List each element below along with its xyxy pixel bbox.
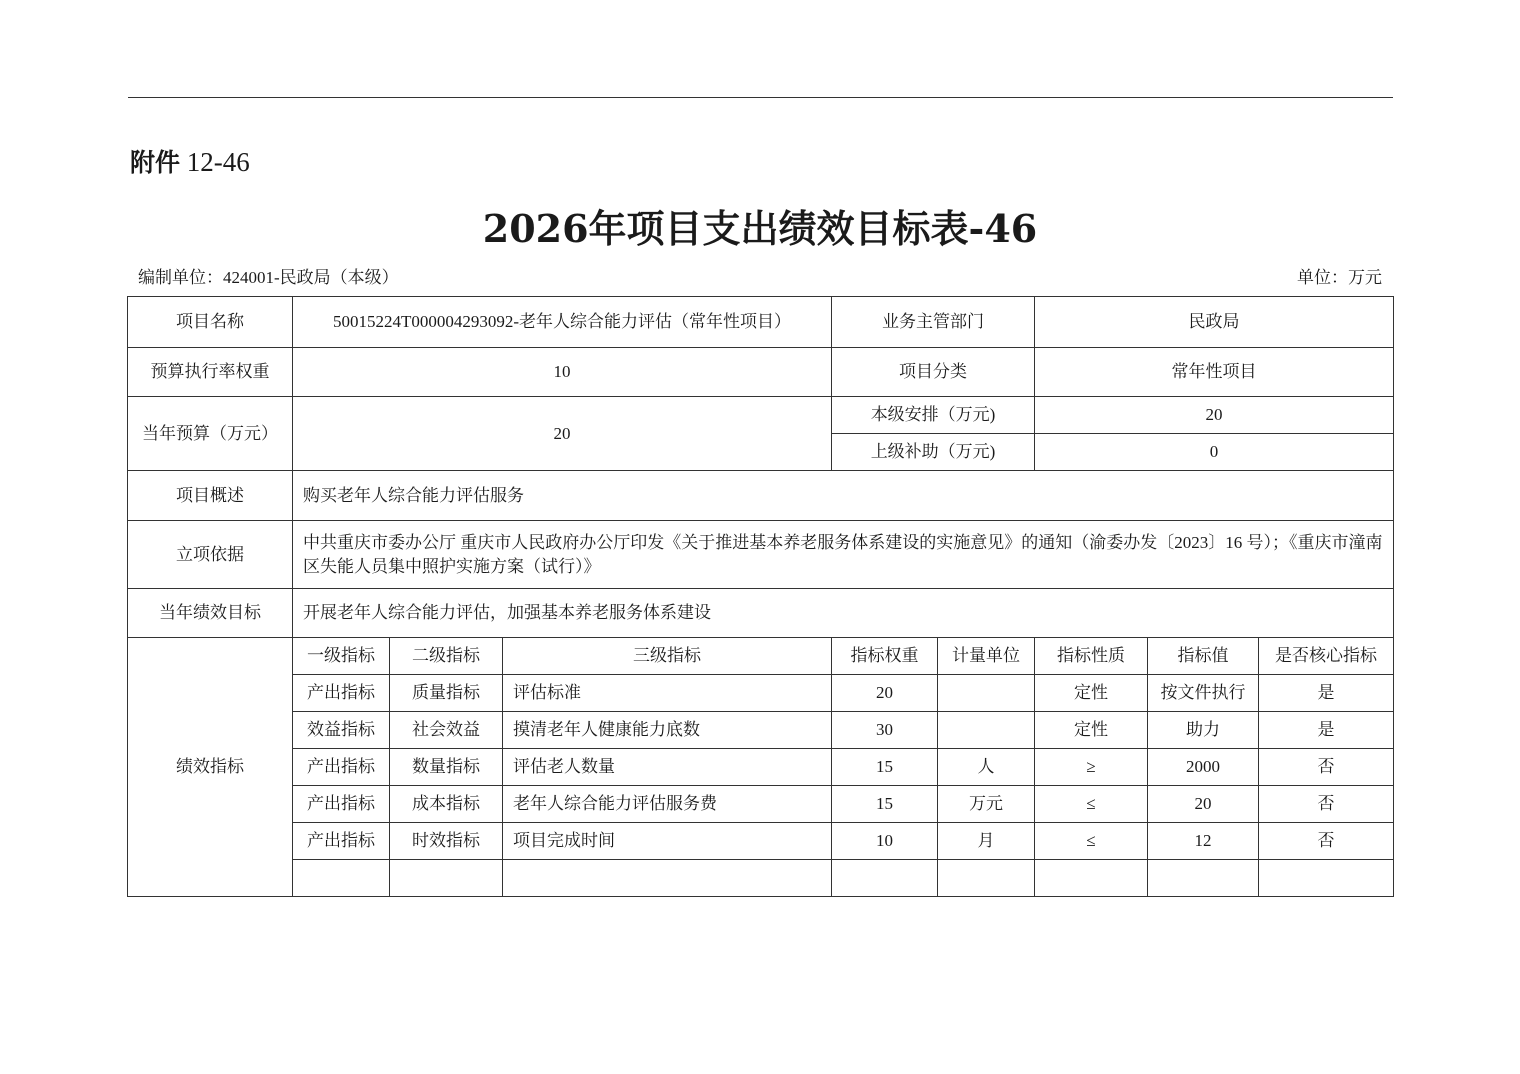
indicator-value [1148,860,1259,897]
local-allocation-value: 20 [1035,397,1394,434]
indicator-core: 是 [1259,712,1394,749]
attachment-number [130,144,250,181]
indicator-weight: 15 [832,749,938,786]
indicator-nature: ≤ [1035,786,1148,823]
project-summary-value: 购买老年人综合能力评估服务 [293,471,1394,521]
indicator-weight: 10 [832,823,938,860]
indicator-row-empty [128,860,1394,897]
compiling-unit: 编制单位：424001-民政局（本级） [138,268,399,287]
indicator-level2: 社会效益 [390,712,503,749]
header-weight: 指标权重 [832,638,938,675]
header-value: 指标值 [1148,638,1259,675]
project-category-label: 项目分类 [832,348,1035,397]
indicator-level3 [503,860,832,897]
indicator-weight: 15 [832,786,938,823]
indicator-row [128,823,1394,860]
table-row [128,397,1394,434]
indicator-row [128,712,1394,749]
table-row [128,471,1394,521]
indicator-unit: 万元 [938,786,1035,823]
header-core: 是否核心指标 [1259,638,1394,675]
indicator-unit: 月 [938,823,1035,860]
indicator-level2 [390,860,503,897]
annual-budget-value: 20 [293,397,832,471]
indicator-level1: 产出指标 [293,749,390,786]
annual-budget-label: 当年预算（万元） [128,397,293,471]
superior-subsidy-label: 上级补助（万元) [832,434,1035,471]
indicator-core: 是 [1259,675,1394,712]
indicator-level2: 时效指标 [390,823,503,860]
project-basis-label: 立项依据 [128,521,293,589]
indicator-level3: 评估标准 [503,675,832,712]
currency-unit: 单位：万元 [1297,268,1382,287]
superior-subsidy-value: 0 [1035,434,1394,471]
execution-weight-label: 预算执行率权重 [128,348,293,397]
indicator-core: 否 [1259,786,1394,823]
project-summary-label: 项目概述 [128,471,293,521]
indicator-level1: 产出指标 [293,786,390,823]
execution-weight-value: 10 [293,348,832,397]
indicator-level1: 效益指标 [293,712,390,749]
indicator-unit: 人 [938,749,1035,786]
project-name-label: 项目名称 [128,297,293,348]
department-label: 业务主管部门 [832,297,1035,348]
table-row [128,521,1394,589]
indicator-weight: 20 [832,675,938,712]
indicator-value: 12 [1148,823,1259,860]
indicator-value: 2000 [1148,749,1259,786]
table-row [128,589,1394,638]
table-row [128,297,1394,348]
local-allocation-label: 本级安排（万元) [832,397,1035,434]
project-category-value: 常年性项目 [1035,348,1394,397]
indicator-level3: 摸清老年人健康能力底数 [503,712,832,749]
indicator-unit [938,860,1035,897]
indicator-level3: 评估老人数量 [503,749,832,786]
indicator-value: 助力 [1148,712,1259,749]
attachment-code: 12-46 [186,147,250,177]
attachment-label: 附件 [130,148,181,177]
indicator-level2: 数量指标 [390,749,503,786]
indicator-core: 否 [1259,749,1394,786]
header-nature: 指标性质 [1035,638,1148,675]
indicator-row [128,675,1394,712]
document-title: 2026年项目支出绩效目标表-46 [482,206,1038,251]
header-level3: 三级指标 [503,638,832,675]
indicator-core: 否 [1259,823,1394,860]
project-name-value: 50015224T000004293092-老年人综合能力评估（常年性项目） [293,297,832,348]
indicator-nature: ≤ [1035,823,1148,860]
indicator-nature: ≥ [1035,749,1148,786]
indicator-level1: 产出指标 [293,675,390,712]
indicator-weight [832,860,938,897]
header-level2: 二级指标 [390,638,503,675]
header-level1: 一级指标 [293,638,390,675]
indicator-nature: 定性 [1035,675,1148,712]
indicator-nature [1035,860,1148,897]
header-rule [128,97,1393,98]
indicator-value: 20 [1148,786,1259,823]
indicator-level2: 质量指标 [390,675,503,712]
indicator-level2: 成本指标 [390,786,503,823]
indicator-level1: 产出指标 [293,823,390,860]
annual-goal-value: 开展老年人综合能力评估，加强基本养老服务体系建设 [293,589,1394,638]
performance-target-table [127,296,1394,897]
header-unit: 计量单位 [938,638,1035,675]
project-basis-value: 中共重庆市委办公厅 重庆市人民政府办公厅印发《关于推进基本养老服务体系建设的实施意见》的通知（渝委办发〔2023〕16 号）；《重庆市潼南区失能人员集中照护实施方案（试行）》 [293,521,1394,589]
indicator-header-row [128,638,1394,675]
indicator-weight: 30 [832,712,938,749]
indicator-unit [938,675,1035,712]
indicator-level1 [293,860,390,897]
indicator-core [1259,860,1394,897]
indicator-row [128,786,1394,823]
indicator-level3: 项目完成时间 [503,823,832,860]
indicator-nature: 定性 [1035,712,1148,749]
table-row [128,348,1394,397]
indicator-unit [938,712,1035,749]
indicator-level3: 老年人综合能力评估服务费 [503,786,832,823]
department-value: 民政局 [1035,297,1394,348]
annual-goal-label: 当年绩效目标 [128,589,293,638]
indicator-row [128,749,1394,786]
indicators-section-label: 绩效指标 [128,638,293,897]
indicator-value: 按文件执行 [1148,675,1259,712]
